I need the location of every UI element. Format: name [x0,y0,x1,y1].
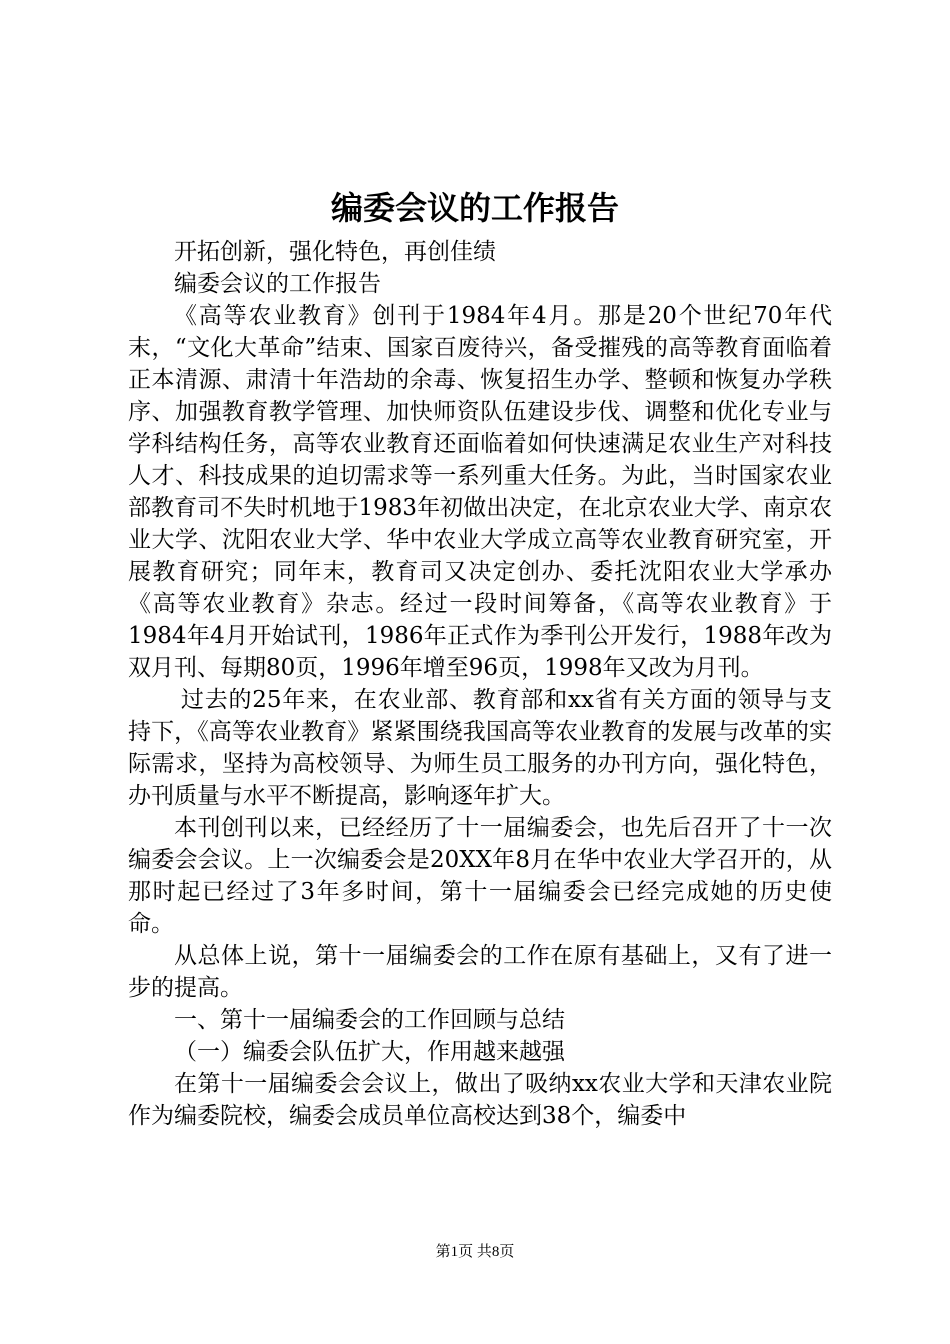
body-paragraph: 过去的25年来，在农业部、教育部和xx省有关方面的领导与支持下，《高等农业教育》紧紧围绕我国高等农业教育的发展与改革的实际需求，坚持为高校领导、为师生员工服务的办刊方向，强化特色，办刊质量与水平不断提高，影响逐年扩大。 [128,687,832,809]
subsection-heading: （一）编委会队伍扩大，作用越来越强 [174,1039,565,1065]
page-number-footer: 第1页 共8页 [435,1244,515,1260]
body-paragraph: 本刊创刊以来，已经经历了十一届编委会，也先后召开了十一次编委会会议。上一次编委会是20XX年8月在华中农业大学召开的，从那时起已经过了3年多时间，第十一届编委会已经完成她的历史使命。 [128,815,832,937]
subtitle-line: 开拓创新，强化特色，再创佳绩 [174,239,496,265]
body-paragraph: 《高等农业教育》创刊于1984年4月。那是20个世纪70年代末，“文化大革命”结束、国家百废待兴，备受摧残的高等教育面临着正本清源、肃清十年浩劫的余毒、恢复招生办学、整顿和恢复办学秩序、加强教育教学管理、加快师资队伍建设步伐、调整和优化专业与学科结构任务，高等农业教育还面临着如何快速满足农业生产对科技人才、科技成果的迫切需求等一系列重大任务。为此，当时国家农业部教育司不失时机地于1983年初做出决定，在北京农业大学、南京农业大学、沈阳农业大学、华中农业大学成立高等农业教育研究室，开展教育研究；同年末，教育司又决定创办、委托沈阳农业大学承办《高等农业教育》杂志。经过一段时间筹备，《高等农业教育》于1984年4月开始试刊，1986年正式作为季刊公开发行，1988年改为双月刊、每期80页，1996年增至96页，1998年又改为月刊。 [128,303,832,681]
document-title: 编委会议的工作报告 [330,189,619,227]
section-heading: 一、第十一届编委会的工作回顾与总结 [174,1007,565,1033]
document-body [128,236,832,1132]
body-paragraph: 从总体上说，第十一届编委会的工作在原有基础上，又有了进一步的提高。 [128,943,832,1001]
report-heading-line: 编委会议的工作报告 [174,271,381,297]
body-paragraph: 在第十一届编委会会议上，做出了吸纳xx农业大学和天津农业院作为编委院校，编委会成员单位高校达到38个，编委中 [128,1071,832,1129]
